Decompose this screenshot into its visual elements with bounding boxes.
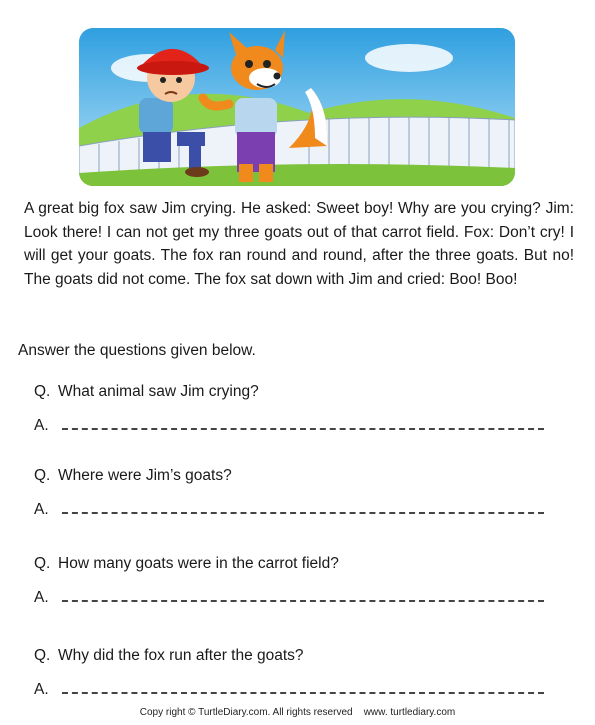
a-label: A. xyxy=(34,681,49,698)
question-row xyxy=(34,467,554,495)
question-row xyxy=(34,383,554,411)
question-block xyxy=(34,467,554,524)
answer-row xyxy=(34,412,554,440)
question-block xyxy=(34,647,554,704)
instructions: Answer the questions given below. xyxy=(18,342,256,359)
question-block xyxy=(34,555,554,612)
question-text: Why did the fox run after the goats? xyxy=(58,647,304,664)
q-label: Q. xyxy=(34,383,51,400)
question-text: Where were Jim’s goats? xyxy=(58,467,232,484)
question-row xyxy=(34,555,554,583)
q-label: Q. xyxy=(34,467,51,484)
answer-line[interactable] xyxy=(62,692,544,694)
a-label: A. xyxy=(34,417,49,434)
answer-line[interactable] xyxy=(62,428,544,430)
question-block xyxy=(34,383,554,440)
answer-row xyxy=(34,676,554,704)
answer-line[interactable] xyxy=(62,512,544,514)
question-text: What animal saw Jim crying? xyxy=(58,383,259,400)
answer-row xyxy=(34,496,554,524)
answer-row xyxy=(34,584,554,612)
footer xyxy=(0,707,595,718)
question-text: How many goats were in the carrot field? xyxy=(58,555,339,572)
q-label: Q. xyxy=(34,555,51,572)
fox-and-boy-picture xyxy=(79,28,515,186)
question-row xyxy=(34,647,554,675)
copyright-text: Copy right © TurtleDiary.com. All rights reserved xyxy=(139,707,353,718)
a-label: A. xyxy=(34,501,49,518)
story-text: A great big fox saw Jim crying. He asked: Sweet boy! Why are you crying? Jim: Look there! I can not get my three goats out of that carrot field. Fox: Don’t cry! I will get your goats. The fox ran round and round, after the three goats. But no! The goats did not come. The fox sat down with Jim and cried: Boo! Boo! xyxy=(24,200,574,288)
answer-line[interactable] xyxy=(62,600,544,602)
q-label: Q. xyxy=(34,647,51,664)
a-label: A. xyxy=(34,589,49,606)
website-link[interactable]: www. turtlediary.com xyxy=(363,707,456,718)
story-illustration xyxy=(79,28,515,186)
